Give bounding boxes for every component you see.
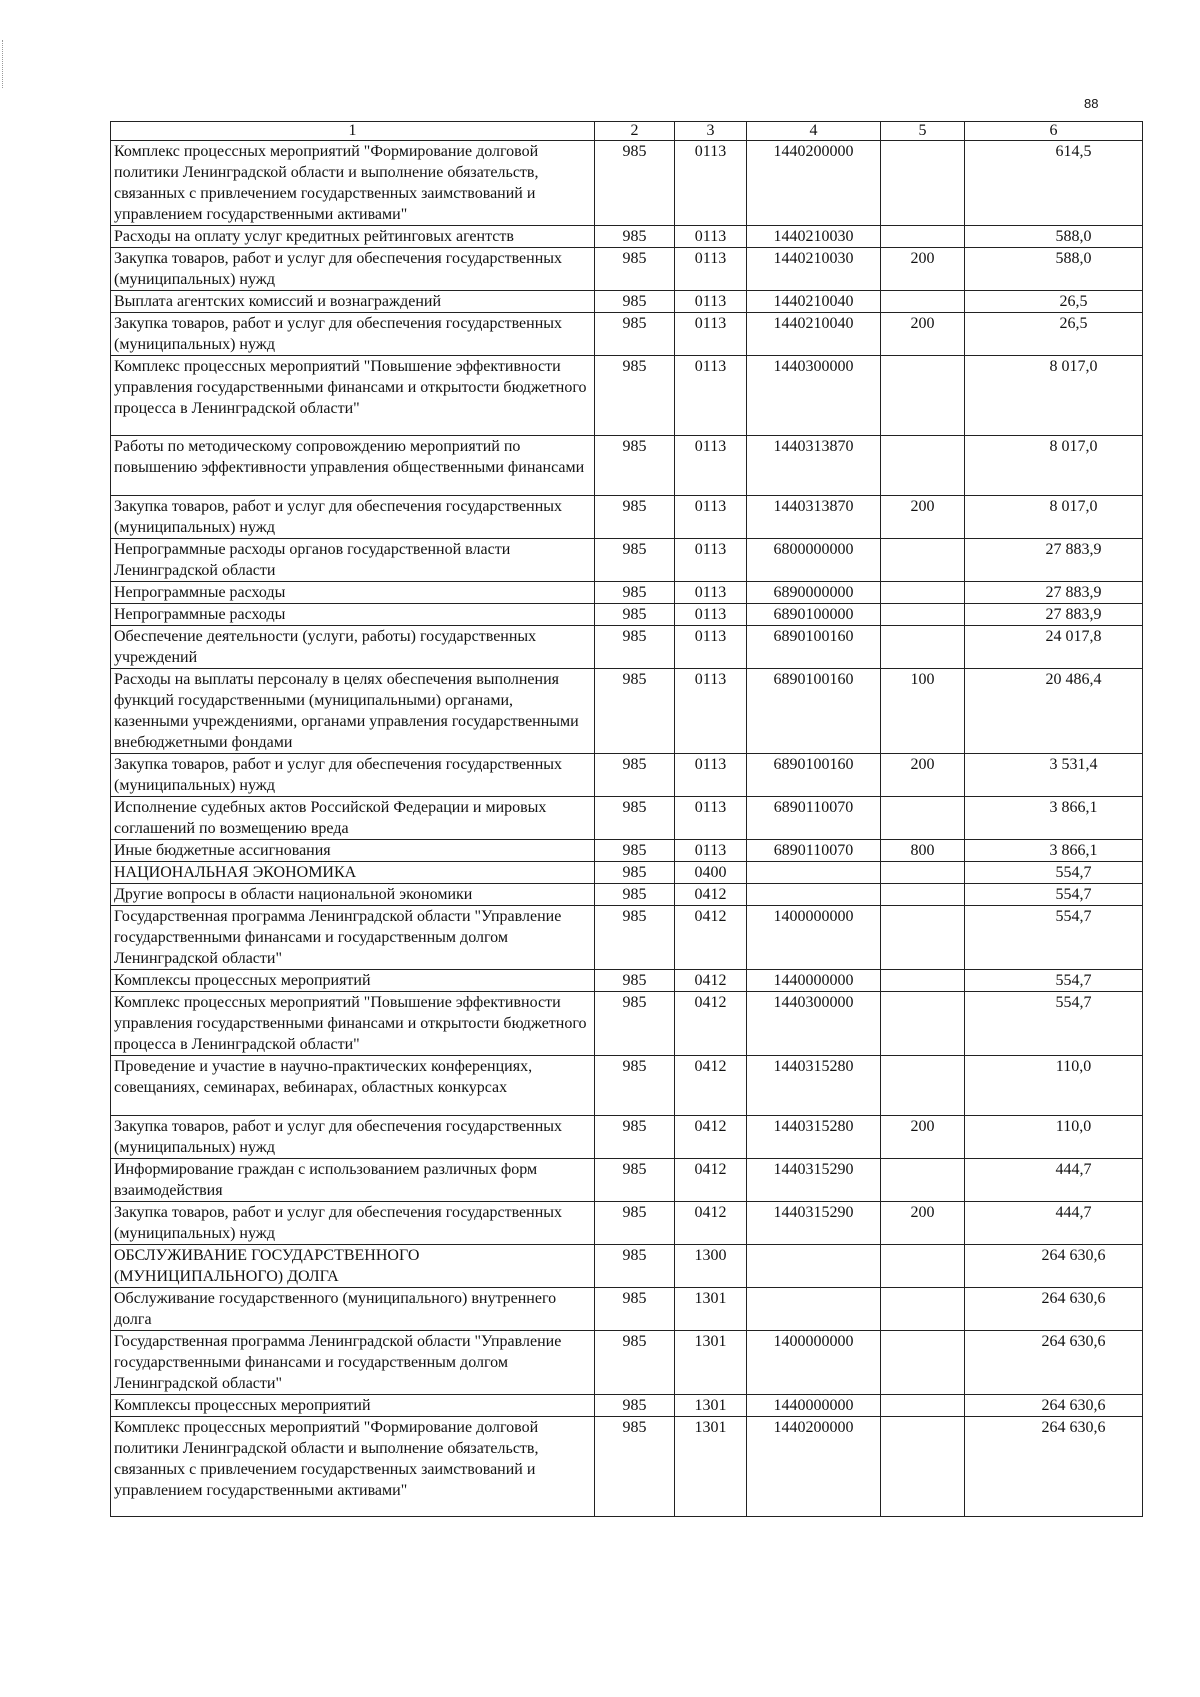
amount-value: 264 630,6 <box>1041 1397 1106 1414</box>
row-amount-cell <box>965 1159 1143 1202</box>
row-target-cell: 1440000000 <box>747 1395 881 1417</box>
table-row <box>111 1288 1143 1331</box>
row-name-cell: Комплексы процессных мероприятий <box>111 1395 595 1417</box>
row-grbs-cell: 985 <box>595 604 675 626</box>
row-name-cell: Комплексы процессных мероприятий <box>111 970 595 992</box>
row-section-cell: 0412 <box>675 1159 747 1202</box>
row-section-cell: 0113 <box>675 226 747 248</box>
row-expense-type-cell <box>881 582 965 604</box>
row-amount-cell <box>965 669 1143 754</box>
table-row <box>111 884 1143 906</box>
row-amount-cell <box>965 356 1143 436</box>
table-row <box>111 1417 1143 1517</box>
table-header <box>111 122 1143 141</box>
row-target-cell: 1440315290 <box>747 1159 881 1202</box>
row-grbs-cell: 985 <box>595 436 675 496</box>
row-expense-type-cell <box>881 226 965 248</box>
amount-value: 588,0 <box>1055 228 1092 245</box>
amount-value: 24 017,8 <box>1045 628 1102 645</box>
row-name-cell: Закупка товаров, работ и услуг для обеспечения государственных (муниципальных) нужд <box>111 248 595 291</box>
row-section-cell: 0113 <box>675 754 747 797</box>
row-expense-type-cell <box>881 1288 965 1331</box>
row-grbs-cell: 985 <box>595 582 675 604</box>
row-target-cell: 1440000000 <box>747 970 881 992</box>
row-name-cell: Расходы на выплаты персоналу в целях обеспечения выполнения функций государственными (муниципальными) органами, казенными учреждениями, органами управления государственными внебюджетными фондами <box>111 669 595 754</box>
row-amount-cell <box>965 141 1143 226</box>
row-expense-type-cell <box>881 1056 965 1116</box>
row-name-cell: Непрограммные расходы органов государственной власти Ленинградской области <box>111 539 595 582</box>
table-row <box>111 496 1143 539</box>
row-section-cell: 0113 <box>675 496 747 539</box>
amount-value: 3 866,1 <box>1049 842 1098 859</box>
row-section-cell: 0113 <box>675 539 747 582</box>
row-amount-cell <box>965 970 1143 992</box>
row-amount-cell <box>965 1395 1143 1417</box>
row-section-cell: 0400 <box>675 862 747 884</box>
table-row <box>111 248 1143 291</box>
row-grbs-cell: 985 <box>595 970 675 992</box>
row-grbs-cell: 985 <box>595 1395 675 1417</box>
row-section-cell: 0113 <box>675 313 747 356</box>
row-section-cell: 0113 <box>675 356 747 436</box>
header-col-6: 6 <box>965 122 1143 141</box>
header-col-1: 1 <box>111 122 595 141</box>
row-expense-type-cell <box>881 1395 965 1417</box>
row-target-cell: 6800000000 <box>747 539 881 582</box>
table-row <box>111 1056 1143 1116</box>
row-name-cell: Закупка товаров, работ и услуг для обеспечения государственных (муниципальных) нужд <box>111 496 595 539</box>
row-amount-cell <box>965 248 1143 291</box>
row-name-cell: Иные бюджетные ассигнования <box>111 840 595 862</box>
amount-value: 8 017,0 <box>1049 358 1098 375</box>
row-name-cell: Закупка товаров, работ и услуг для обеспечения государственных (муниципальных) нужд <box>111 1116 595 1159</box>
header-col-2: 2 <box>595 122 675 141</box>
row-target-cell <box>747 862 881 884</box>
table-row <box>111 582 1143 604</box>
row-name-cell: Непрограммные расходы <box>111 604 595 626</box>
row-expense-type-cell: 200 <box>881 1202 965 1245</box>
row-name-cell: Комплекс процессных мероприятий "Повышение эффективности управления государственными финансами и открытости бюджетного процесса в Ленинградской области" <box>111 356 595 436</box>
row-target-cell <box>747 1245 881 1288</box>
row-name-cell: Комплекс процессных мероприятий "Формирование долговой политики Ленинградской области и выполнение обязательств, связанных с привлечением государственных заимствований и управлением государственными активами" <box>111 141 595 226</box>
row-name-cell: Другие вопросы в области национальной экономики <box>111 884 595 906</box>
row-target-cell: 1440315280 <box>747 1116 881 1159</box>
row-name-cell: Комплекс процессных мероприятий "Формирование долговой политики Ленинградской области и выполнение обязательств, связанных с привлечением государственных заимствований и управлением государственными активами" <box>111 1417 595 1517</box>
row-target-cell: 1440315290 <box>747 1202 881 1245</box>
row-amount-cell <box>965 313 1143 356</box>
table-row <box>111 669 1143 754</box>
row-amount-cell <box>965 1331 1143 1395</box>
table-row <box>111 1395 1143 1417</box>
row-grbs-cell: 985 <box>595 626 675 669</box>
row-expense-type-cell: 200 <box>881 248 965 291</box>
row-grbs-cell: 985 <box>595 1056 675 1116</box>
row-expense-type-cell <box>881 291 965 313</box>
row-section-cell: 0113 <box>675 626 747 669</box>
row-grbs-cell: 985 <box>595 1116 675 1159</box>
header-row <box>111 122 1143 141</box>
table-row <box>111 906 1143 970</box>
row-expense-type-cell: 100 <box>881 669 965 754</box>
row-amount-cell <box>965 840 1143 862</box>
row-target-cell: 1400000000 <box>747 906 881 970</box>
row-expense-type-cell <box>881 356 965 436</box>
row-grbs-cell: 985 <box>595 1202 675 1245</box>
row-name-cell: Закупка товаров, работ и услуг для обеспечения государственных (муниципальных) нужд <box>111 754 595 797</box>
row-expense-type-cell <box>881 626 965 669</box>
row-expense-type-cell <box>881 1417 965 1517</box>
row-expense-type-cell <box>881 884 965 906</box>
row-expense-type-cell: 200 <box>881 496 965 539</box>
header-col-3: 3 <box>675 122 747 141</box>
scan-edge-mark <box>2 40 6 88</box>
row-expense-type-cell <box>881 141 965 226</box>
row-grbs-cell: 985 <box>595 539 675 582</box>
row-expense-type-cell <box>881 604 965 626</box>
row-amount-cell <box>965 1245 1143 1288</box>
row-grbs-cell: 985 <box>595 840 675 862</box>
table-row <box>111 141 1143 226</box>
row-name-cell: Информирование граждан с использованием различных форм взаимодействия <box>111 1159 595 1202</box>
amount-value: 27 883,9 <box>1045 584 1102 601</box>
row-target-cell: 1440313870 <box>747 496 881 539</box>
row-expense-type-cell: 200 <box>881 754 965 797</box>
row-grbs-cell: 985 <box>595 797 675 840</box>
row-section-cell: 0412 <box>675 906 747 970</box>
row-grbs-cell: 985 <box>595 1331 675 1395</box>
row-section-cell: 0113 <box>675 797 747 840</box>
row-target-cell: 1440315280 <box>747 1056 881 1116</box>
table-row <box>111 970 1143 992</box>
row-section-cell: 1301 <box>675 1395 747 1417</box>
row-expense-type-cell <box>881 862 965 884</box>
table-row <box>111 539 1143 582</box>
row-section-cell: 0113 <box>675 291 747 313</box>
row-grbs-cell: 985 <box>595 141 675 226</box>
row-target-cell: 6890110070 <box>747 797 881 840</box>
row-amount-cell <box>965 884 1143 906</box>
row-grbs-cell: 985 <box>595 226 675 248</box>
table-body <box>111 141 1143 1517</box>
row-target-cell: 6890100160 <box>747 754 881 797</box>
row-name-cell: Комплекс процессных мероприятий "Повышение эффективности управления государственными финансами и открытости бюджетного процесса в Ленинградской области" <box>111 992 595 1056</box>
amount-value: 264 630,6 <box>1041 1419 1106 1436</box>
row-amount-cell <box>965 1202 1143 1245</box>
row-grbs-cell: 985 <box>595 1288 675 1331</box>
row-target-cell: 1440210040 <box>747 291 881 313</box>
row-amount-cell <box>965 496 1143 539</box>
row-target-cell: 1440210040 <box>747 313 881 356</box>
table-row <box>111 862 1143 884</box>
row-target-cell: 1440200000 <box>747 141 881 226</box>
row-section-cell: 0412 <box>675 992 747 1056</box>
row-grbs-cell: 985 <box>595 1245 675 1288</box>
row-amount-cell <box>965 754 1143 797</box>
row-section-cell: 0412 <box>675 1116 747 1159</box>
table-row <box>111 992 1143 1056</box>
amount-value: 554,7 <box>1055 886 1092 903</box>
row-section-cell: 0113 <box>675 436 747 496</box>
row-name-cell: ОБСЛУЖИВАНИЕ ГОСУДАРСТВЕННОГО (МУНИЦИПАЛЬНОГО) ДОЛГА <box>111 1245 595 1288</box>
amount-value: 26,5 <box>1059 293 1088 310</box>
amount-value: 444,7 <box>1055 1204 1092 1221</box>
table-row <box>111 226 1143 248</box>
row-expense-type-cell: 200 <box>881 1116 965 1159</box>
amount-value: 264 630,6 <box>1041 1333 1106 1350</box>
row-expense-type-cell <box>881 906 965 970</box>
row-amount-cell <box>965 1288 1143 1331</box>
row-name-cell: Расходы на оплату услуг кредитных рейтинговых агентств <box>111 226 595 248</box>
budget-table <box>110 121 1143 1517</box>
table-row <box>111 313 1143 356</box>
row-section-cell: 1300 <box>675 1245 747 1288</box>
amount-value: 26,5 <box>1059 315 1088 332</box>
row-target-cell: 1440210030 <box>747 248 881 291</box>
row-amount-cell <box>965 604 1143 626</box>
row-target-cell <box>747 1288 881 1331</box>
amount-value: 110,0 <box>1055 1058 1092 1075</box>
table-row <box>111 356 1143 436</box>
amount-value: 264 630,6 <box>1041 1290 1106 1307</box>
row-section-cell: 1301 <box>675 1417 747 1517</box>
amount-value: 27 883,9 <box>1045 606 1102 623</box>
row-grbs-cell: 985 <box>595 1159 675 1202</box>
row-section-cell: 0113 <box>675 141 747 226</box>
table-row <box>111 436 1143 496</box>
row-grbs-cell: 985 <box>595 356 675 436</box>
row-name-cell: Государственная программа Ленинградской области "Управление государственными финансами и государственным долгом Ленинградской области" <box>111 1331 595 1395</box>
row-expense-type-cell <box>881 436 965 496</box>
row-section-cell: 0113 <box>675 604 747 626</box>
row-expense-type-cell: 200 <box>881 313 965 356</box>
row-name-cell: Государственная программа Ленинградской области "Управление государственными финансами и государственным долгом Ленинградской области" <box>111 906 595 970</box>
table-row <box>111 797 1143 840</box>
page-number: 88 <box>1084 96 1099 111</box>
row-name-cell: Обеспечение деятельности (услуги, работы) государственных учреждений <box>111 626 595 669</box>
row-amount-cell <box>965 436 1143 496</box>
row-expense-type-cell: 800 <box>881 840 965 862</box>
row-section-cell: 0412 <box>675 970 747 992</box>
row-expense-type-cell <box>881 970 965 992</box>
row-name-cell: Непрограммные расходы <box>111 582 595 604</box>
row-grbs-cell: 985 <box>595 884 675 906</box>
header-col-5: 5 <box>881 122 965 141</box>
row-grbs-cell: 985 <box>595 1417 675 1517</box>
row-amount-cell <box>965 906 1143 970</box>
table-row <box>111 1202 1143 1245</box>
row-target-cell: 1440300000 <box>747 356 881 436</box>
amount-value: 554,7 <box>1055 864 1092 881</box>
table-row <box>111 1331 1143 1395</box>
amount-value: 3 866,1 <box>1049 799 1098 816</box>
row-expense-type-cell <box>881 539 965 582</box>
row-grbs-cell: 985 <box>595 862 675 884</box>
row-section-cell: 0113 <box>675 582 747 604</box>
table-row <box>111 604 1143 626</box>
row-name-cell: Работы по методическому сопровождению мероприятий по повышению эффективности управления общественными финансами <box>111 436 595 496</box>
amount-value: 554,7 <box>1055 972 1092 989</box>
row-amount-cell <box>965 626 1143 669</box>
amount-value: 554,7 <box>1055 994 1092 1011</box>
amount-value: 614,5 <box>1055 143 1092 160</box>
row-grbs-cell: 985 <box>595 313 675 356</box>
row-amount-cell <box>965 1417 1143 1517</box>
amount-value: 588,0 <box>1055 250 1092 267</box>
row-section-cell: 0113 <box>675 669 747 754</box>
row-name-cell: Закупка товаров, работ и услуг для обеспечения государственных (муниципальных) нужд <box>111 313 595 356</box>
row-target-cell: 1440200000 <box>747 1417 881 1517</box>
row-amount-cell <box>965 1056 1143 1116</box>
row-expense-type-cell <box>881 992 965 1056</box>
table-row <box>111 1116 1143 1159</box>
row-target-cell: 1440210030 <box>747 226 881 248</box>
amount-value: 444,7 <box>1055 1161 1092 1178</box>
row-section-cell: 0412 <box>675 884 747 906</box>
row-section-cell: 0113 <box>675 840 747 862</box>
table-row <box>111 754 1143 797</box>
row-expense-type-cell <box>881 1159 965 1202</box>
row-grbs-cell: 985 <box>595 496 675 539</box>
row-section-cell: 0412 <box>675 1056 747 1116</box>
amount-value: 27 883,9 <box>1045 541 1102 558</box>
table-row <box>111 626 1143 669</box>
row-amount-cell <box>965 862 1143 884</box>
row-section-cell: 1301 <box>675 1288 747 1331</box>
amount-value: 20 486,4 <box>1045 671 1102 688</box>
row-amount-cell <box>965 797 1143 840</box>
row-section-cell: 0113 <box>675 248 747 291</box>
amount-value: 3 531,4 <box>1049 756 1098 773</box>
row-name-cell: НАЦИОНАЛЬНАЯ ЭКОНОМИКА <box>111 862 595 884</box>
amount-value: 264 630,6 <box>1041 1247 1106 1264</box>
row-target-cell: 6890100000 <box>747 604 881 626</box>
amount-value: 8 017,0 <box>1049 438 1098 455</box>
row-amount-cell <box>965 992 1143 1056</box>
row-grbs-cell: 985 <box>595 248 675 291</box>
header-col-4: 4 <box>747 122 881 141</box>
row-name-cell: Проведение и участие в научно-практических конференциях, совещаниях, семинарах, вебинарах, областных конкурсах <box>111 1056 595 1116</box>
row-target-cell: 6890110070 <box>747 840 881 862</box>
row-target-cell: 6890100160 <box>747 669 881 754</box>
row-name-cell: Закупка товаров, работ и услуг для обеспечения государственных (муниципальных) нужд <box>111 1202 595 1245</box>
row-amount-cell <box>965 1116 1143 1159</box>
row-name-cell: Исполнение судебных актов Российской Федерации и мировых соглашений по возмещению вреда <box>111 797 595 840</box>
row-target-cell: 1400000000 <box>747 1331 881 1395</box>
row-target-cell: 6890100160 <box>747 626 881 669</box>
table-row <box>111 840 1143 862</box>
row-grbs-cell: 985 <box>595 992 675 1056</box>
row-target-cell <box>747 884 881 906</box>
table-row <box>111 1159 1143 1202</box>
row-grbs-cell: 985 <box>595 906 675 970</box>
row-name-cell: Выплата агентских комиссий и вознаграждений <box>111 291 595 313</box>
row-expense-type-cell <box>881 1245 965 1288</box>
row-amount-cell <box>965 226 1143 248</box>
amount-value: 110,0 <box>1055 1118 1092 1135</box>
row-expense-type-cell <box>881 797 965 840</box>
amount-value: 8 017,0 <box>1049 498 1098 515</box>
row-amount-cell <box>965 291 1143 313</box>
row-grbs-cell: 985 <box>595 291 675 313</box>
row-target-cell: 1440313870 <box>747 436 881 496</box>
table-row <box>111 291 1143 313</box>
row-amount-cell <box>965 582 1143 604</box>
row-expense-type-cell <box>881 1331 965 1395</box>
row-grbs-cell: 985 <box>595 669 675 754</box>
row-section-cell: 1301 <box>675 1331 747 1395</box>
row-target-cell: 6890000000 <box>747 582 881 604</box>
amount-value: 554,7 <box>1055 908 1092 925</box>
row-name-cell: Обслуживание государственного (муниципального) внутреннего долга <box>111 1288 595 1331</box>
row-target-cell: 1440300000 <box>747 992 881 1056</box>
row-section-cell: 0412 <box>675 1202 747 1245</box>
row-grbs-cell: 985 <box>595 754 675 797</box>
row-amount-cell <box>965 539 1143 582</box>
table-row <box>111 1245 1143 1288</box>
